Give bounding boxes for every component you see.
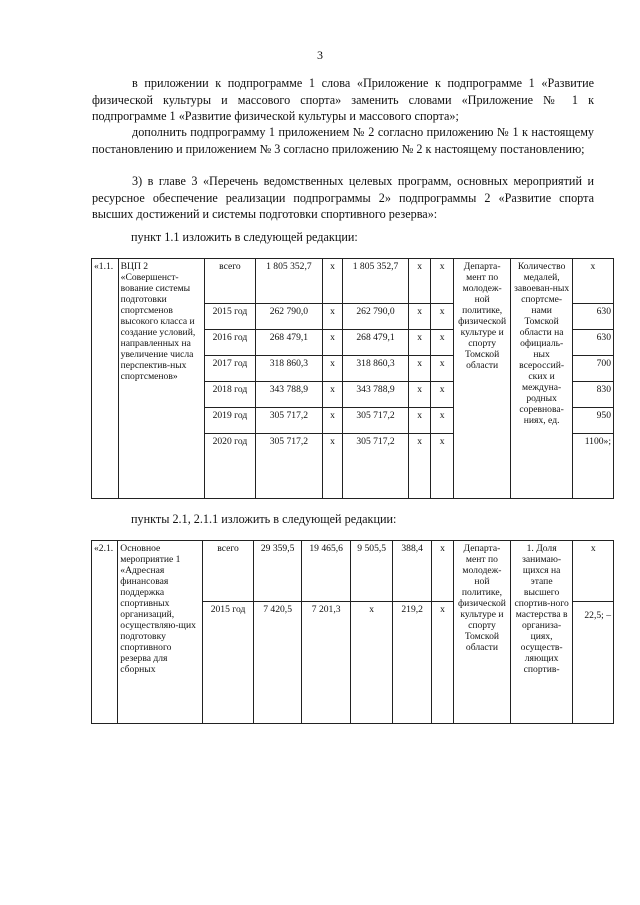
- amount-other: х: [431, 259, 454, 304]
- amount-total: 343 788,9: [256, 382, 323, 408]
- amount-federal: х: [322, 330, 343, 356]
- indicator: Количество медалей, завоеван-ных спортсме-нами Томской области на официаль-ных всероссий-ских и междуна-родных соревнова-ниях, ед.: [511, 259, 573, 499]
- amount-other: х: [431, 356, 454, 382]
- indicator: 1. Доля занимаю-щихся на этапе высшего спортив-ного мастерства в организа-циях, осуществ-ляющих спортив-: [510, 541, 573, 724]
- paragraph-2-text: дополнить подпрограмму 1 приложением № 2 согласно приложению № 1 к настоящему постановлению и приложением № 3 согласно приложению № 2 к настоящему постановлению;: [92, 125, 594, 156]
- period: 2018 год: [204, 382, 255, 408]
- amount-regional: 268 479,1: [343, 330, 409, 356]
- paragraph-3-text: 3) в главе 3 «Перечень ведомственных целевых программ, основных мероприятий и ресурсное обеспечение реализации подпрограммы 2» подпрограммы 2 «Развитие спорта высших достижений и системы подготовки спортивного резерва»:: [92, 174, 594, 221]
- paragraph-2: [92, 124, 594, 157]
- target-value: 950: [572, 408, 613, 434]
- amount-regional: 9 505,5: [350, 541, 392, 602]
- amount-other: х: [431, 330, 454, 356]
- amount-federal: х: [322, 259, 343, 304]
- table-row: [92, 541, 614, 602]
- amount-other: х: [431, 382, 454, 408]
- amount-local: 388,4: [393, 541, 431, 602]
- target-value: 22,5; –: [573, 602, 614, 724]
- paragraph-3: [92, 173, 594, 223]
- amount-regional: 262 790,0: [343, 304, 409, 330]
- amount-local: х: [408, 356, 431, 382]
- amount-total: 1 805 352,7: [256, 259, 323, 304]
- amount-federal: х: [322, 382, 343, 408]
- heading-point-2-1: пункты 2.1, 2.1.1 изложить в следующей редакции:: [131, 512, 397, 526]
- amount-total: 318 860,3: [256, 356, 323, 382]
- amount-local: х: [408, 330, 431, 356]
- amount-other: х: [431, 408, 454, 434]
- amount-total: 262 790,0: [256, 304, 323, 330]
- period: всего: [204, 259, 255, 304]
- amount-federal: х: [322, 356, 343, 382]
- amount-other: х: [431, 434, 454, 499]
- amount-regional: 318 860,3: [343, 356, 409, 382]
- executor: Департа-мент по молодеж-ной политике, физической культуре и спорту Томской области: [454, 541, 511, 724]
- amount-total: 305 717,2: [256, 434, 323, 499]
- row-number: «2.1.: [92, 541, 118, 724]
- page-number: 3: [317, 48, 323, 62]
- amount-federal: х: [322, 408, 343, 434]
- target-value: 700: [572, 356, 613, 382]
- amount-local: 219,2: [393, 602, 431, 724]
- period: 2019 год: [204, 408, 255, 434]
- amount-local: х: [408, 434, 431, 499]
- amount-other: х: [431, 304, 454, 330]
- target-value: х: [572, 259, 613, 304]
- event-name: Основное мероприятие 1 «Адресная финансовая поддержка спортивных организаций, осуществляю-щих подготовку спортивного резерва для сборных: [118, 541, 203, 724]
- period: 2015 год: [203, 602, 254, 724]
- heading-point-1-1: пункт 1.1 изложить в следующей редакции:: [131, 230, 358, 244]
- target-value: х: [573, 541, 614, 602]
- amount-local: х: [408, 259, 431, 304]
- amount-regional: х: [350, 602, 392, 724]
- amount-federal: х: [322, 304, 343, 330]
- amount-total: 7 420,5: [253, 602, 302, 724]
- table-point-2-1: [91, 540, 614, 724]
- amount-regional: 305 717,2: [343, 434, 409, 499]
- amount-federal: 19 465,6: [302, 541, 351, 602]
- executor: Департа-мент по молодеж-ной политике, физической культуре и спорту Томской области: [453, 259, 510, 499]
- target-value: 630: [572, 304, 613, 330]
- period: 2016 год: [204, 330, 255, 356]
- paragraph-1: [92, 75, 594, 125]
- amount-regional: 343 788,9: [343, 382, 409, 408]
- amount-total: 268 479,1: [256, 330, 323, 356]
- table-row: [92, 259, 614, 304]
- amount-other: х: [431, 541, 453, 602]
- target-value: 1100»;: [572, 434, 613, 499]
- program-name: ВЦП 2 «Совершенст-вование системы подготовки спортсменов высокого класса и создание условий, направленных на увеличение числа перспектив-ных спортсменов»: [118, 259, 204, 499]
- period: 2020 год: [204, 434, 255, 499]
- target-value: 630: [572, 330, 613, 356]
- paragraph-1-text: в приложении к подпрограмме 1 слова «Приложение к подпрограмме 1 «Развитие физической культуры и массового спорта» заменить словами «Приложение № 1 к подпрограмме 1 «Развитие физической культуры и массового спорта»;: [92, 76, 594, 123]
- amount-other: х: [431, 602, 453, 724]
- amount-federal: х: [322, 434, 343, 499]
- period: 2015 год: [204, 304, 255, 330]
- period: 2017 год: [204, 356, 255, 382]
- table-point-1-1: [91, 258, 614, 499]
- amount-local: х: [408, 304, 431, 330]
- amount-federal: 7 201,3: [302, 602, 351, 724]
- amount-local: х: [408, 408, 431, 434]
- period: всего: [203, 541, 254, 602]
- row-number: «1.1.: [92, 259, 119, 499]
- amount-total: 29 359,5: [253, 541, 302, 602]
- target-value: 830: [572, 382, 613, 408]
- amount-regional: 1 805 352,7: [343, 259, 409, 304]
- amount-local: х: [408, 382, 431, 408]
- amount-regional: 305 717,2: [343, 408, 409, 434]
- amount-total: 305 717,2: [256, 408, 323, 434]
